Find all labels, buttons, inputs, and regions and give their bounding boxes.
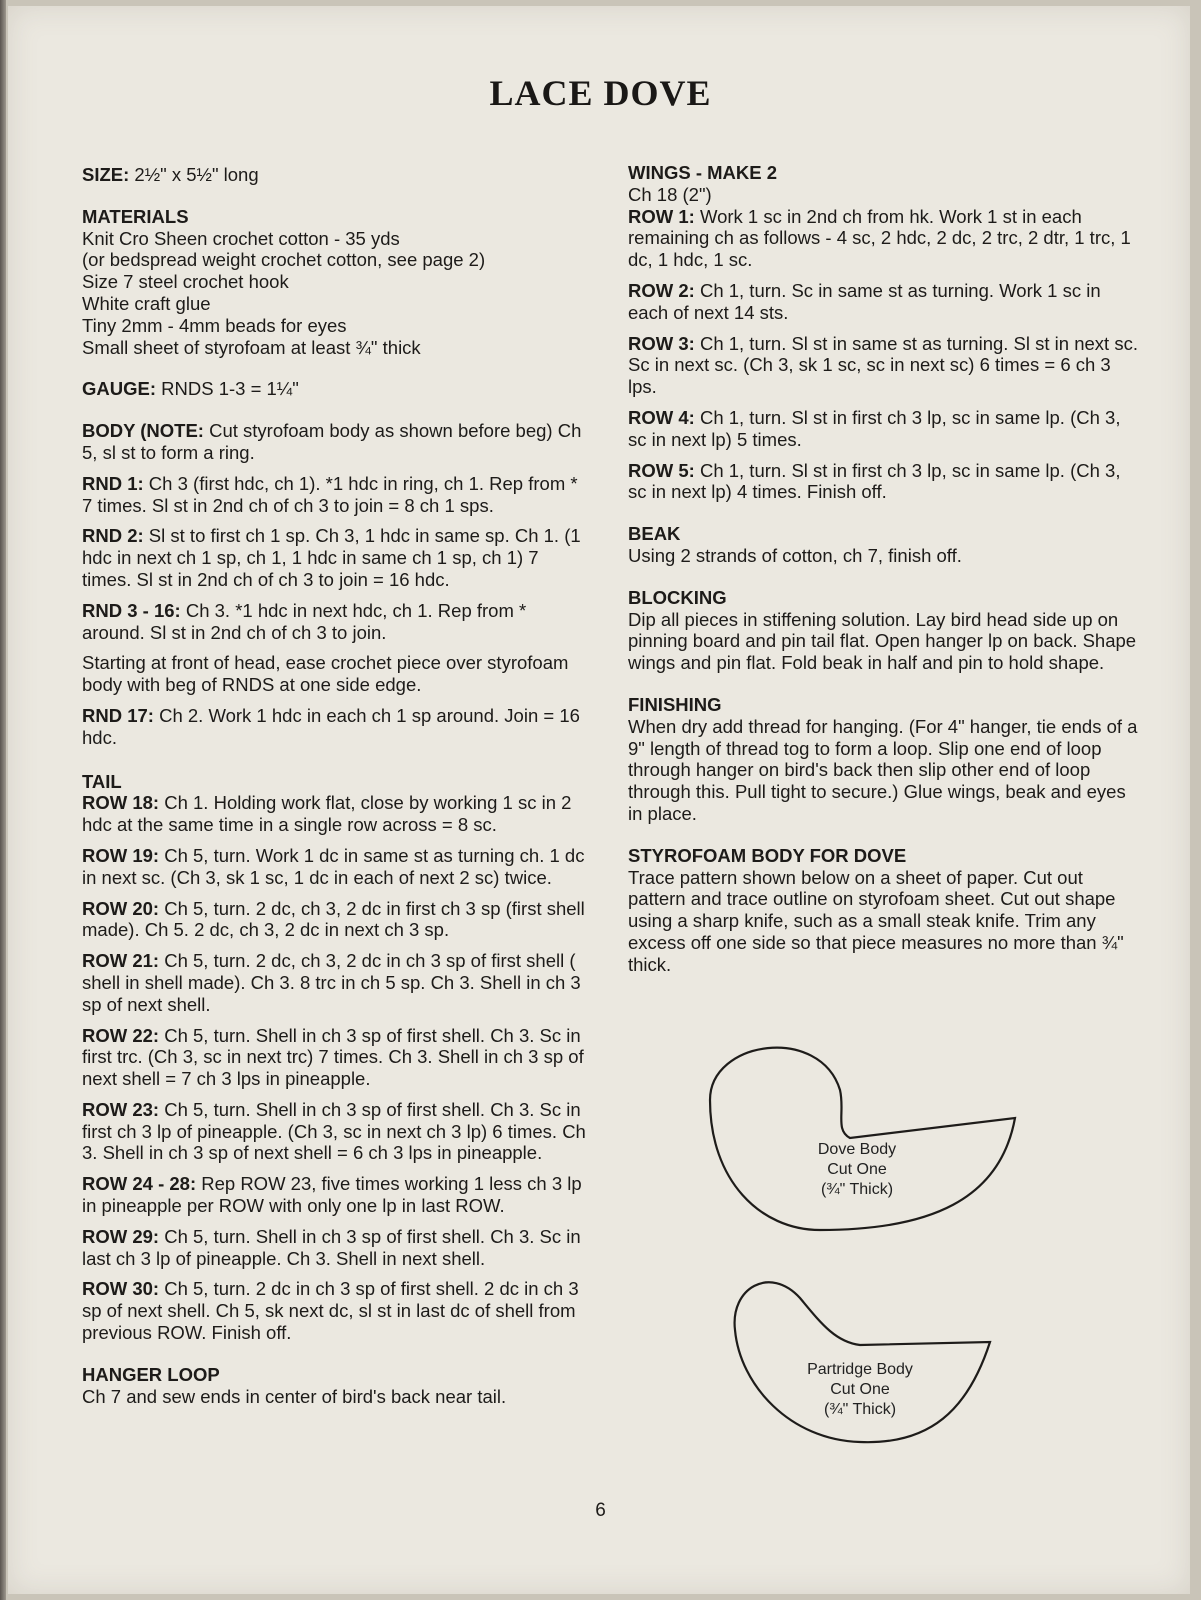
materials-section [82,206,592,359]
row-label: ROW 21: [82,950,160,972]
gauge-label: GAUGE: [82,378,156,400]
round-text: Ch 3. *1 hdc in next hdc, ch 1. Rep from * around. Sl st in 2nd ch of ch 3 to join. [82,599,527,643]
tail-heading: TAIL [82,770,122,792]
blocking-section [628,587,1138,674]
round-text: Ch 3 (first hdc, ch 1). *1 hdc in ring, ch 1. Rep from * 7 times. Sl st in 2nd ch of ch 3 to join = 8 ch 1 sps. [82,472,578,516]
dove-body-outline [710,1048,1015,1230]
dove-body-pattern [710,1048,1015,1230]
row-text: Ch 5, turn. Shell in ch 3 sp of first shell. Ch 3. Sc in first ch 3 lp of pineapple. (Ch 3, sc in next ch 3 lp) 6 times. Ch 3. Shell in ch 3 sp of next shell = 6 ch 3 lps in pineapple. [82,1098,586,1164]
page-title: LACE DOVE [489,73,712,113]
partridge-body-label: Partridge Body [807,1361,913,1378]
round-text: Ch 2. Work 1 hdc in each ch 1 sp around. Join = 16 hdc. [82,704,580,748]
row-instruction [82,1173,592,1217]
size-section [82,164,592,186]
row-label: ROW 19: [82,844,160,866]
row-label: ROW 4: [628,406,695,428]
row-label: ROW 1: [628,205,695,227]
round-instruction [82,705,592,749]
beak-section [628,523,1138,567]
row-label: ROW 22: [82,1024,160,1046]
row-instruction [628,206,1138,271]
hanger-loop-text: Ch 7 and sew ends in center of bird's back near tail. [82,1385,507,1407]
right-column [628,162,1138,976]
row-instruction [628,407,1138,451]
row-instruction [628,333,1138,398]
row-label: ROW 2: [628,279,695,301]
row-text: Work 1 sc in 2nd ch from hk. Work 1 st in each remaining ch as follows - 4 sc, 2 hdc, 2 dc, 2 trc, 2 dtr, 1 trc, 1 dc, 1 hdc, 1 sc. [628,205,1131,271]
row-instruction [82,1099,592,1164]
materials-item: (or bedspread weight crochet cotton, see page 2) [82,249,486,271]
gauge-text: RNDS 1-3 = 1¼" [156,378,299,400]
row-text: Ch 1, turn. Sl st in first ch 3 lp, sc in same lp. (Ch 3, sc in next lp) 4 times. Finish off. [628,459,1121,503]
round-label: RND 1: [82,472,144,494]
row-instruction [82,1278,592,1343]
dove-body-label: Dove Body [817,1141,897,1158]
round-instruction [82,600,592,644]
row-instruction [82,1226,592,1270]
round-instruction [82,473,592,517]
dove-body-cut: Cut One [827,1161,887,1178]
beak-heading: BEAK [628,523,681,545]
row-text: Ch 1, turn. Sc in same st as turning. Work 1 sc in each of next 14 sts. [628,279,1101,323]
styrofoam-text: Trace pattern shown below on a sheet of paper. Cut out pattern and trace outline on styrofoam sheet. Cut out shape using a sharp knife, such as a small steak knife. Trim any excess off one side so that piece measures no more than ¾" thick. [628,866,1124,975]
row-instruction [82,1025,592,1090]
round-instruction [82,652,592,696]
body-label: BODY (NOTE: [82,420,204,442]
row-text: Ch 5, turn. Shell in ch 3 sp of first shell. Ch 3. Sc in last ch 3 lp of pineapple. Ch 3. Shell in next shell. [82,1225,581,1269]
row-label: ROW 30: [82,1278,160,1300]
blocking-text: Dip all pieces in stiffening solution. Lay bird head side up on pinning board and pin tail flat. Open hanger lp on back. Shape wings and pin flat. Fold beak in half and pin to hold shape. [628,608,1137,674]
size-label: SIZE: [82,164,130,185]
row-label: ROW 24 - 28: [82,1173,197,1195]
left-column [82,164,592,1407]
blocking-heading: BLOCKING [628,586,727,608]
materials-item: Tiny 2mm - 4mm beads for eyes [82,314,347,336]
round-label: RND 2: [82,525,144,547]
finishing-heading: FINISHING [628,693,722,715]
round-label: RND 3 - 16: [82,599,181,621]
binding-spine [0,0,6,1600]
row-instruction [82,898,592,942]
row-label: ROW 18: [82,792,160,814]
row-text: Ch 5, turn. 2 dc in ch 3 sp of first shell. 2 dc in ch 3 sp of next shell. Ch 5, sk next dc, sl st in last dc of shell from previous ROW. Finish off. [82,1278,579,1344]
wings-intro: Ch 18 (2") [628,183,712,205]
row-text: Ch 5, turn. 2 dc, ch 3, 2 dc in ch 3 sp of first shell ( shell in shell made). Ch 3. 8 trc in ch 5 sp. Ch 3. Shell in ch 3 sp of next shell. [82,950,581,1015]
beak-text: Using 2 strands of cotton, ch 7, finish off. [628,544,962,566]
materials-item: Small sheet of styrofoam at least ¾" thick [82,336,421,358]
row-text: Ch 5, turn. Shell in ch 3 sp of first shell. Ch 3. Sc in first trc. (Ch 3, sc in next trc) 7 times. Ch 3. Shell in ch 3 sp of next shell = 7 ch 3 lps in pineapple. [82,1024,584,1090]
row-instruction [82,792,592,836]
row-text: Ch 1, turn. Sl st in first ch 3 lp, sc in same lp. (Ch 3, sc in next lp) 5 times. [628,406,1121,450]
wings-heading: WINGS - MAKE 2 [628,162,778,183]
tail-section [82,771,592,1344]
wings-section [628,162,1138,503]
row-instruction [628,460,1138,504]
row-text: Ch 5, turn. 2 dc, ch 3, 2 dc in first ch 3 sp (first shell made). Ch 5. 2 dc, ch 3, 2 dc in next ch 3 sp. [82,897,585,941]
gauge-section [82,378,592,400]
body-note [82,420,592,464]
page-number: 6 [595,1500,606,1521]
row-text: Ch 1, turn. Sl st in same st as turning. Sl st in next sc. Sc in next sc. (Ch 3, sk 1 sc, sc in next sc) 6 times = 6 ch 3 lps. [628,332,1138,398]
row-instruction [82,950,592,1015]
round-text: Starting at front of head, ease crochet piece over styrofoam body with beg of RNDS at one side edge. [82,652,569,696]
partridge-body-thickness: (¾" Thick) [823,1401,897,1418]
size-text: 2½" x 5½" long [129,164,259,185]
row-instruction [628,280,1138,324]
round-instruction [82,525,592,590]
row-instruction [82,845,592,889]
row-label: ROW 3: [628,332,695,354]
pattern-diagrams [700,1030,1040,1470]
styrofoam-section [628,845,1138,976]
dove-body-thickness: (¾" Thick) [820,1181,894,1198]
materials-item: Size 7 steel crochet hook [82,271,289,293]
row-text: Ch 1. Holding work flat, close by working 1 sc in 2 hdc at the same time in a single row across = 8 sc. [82,792,572,836]
finishing-text: When dry add thread for hanging. (For 4" hanger, tie ends of a 9" length of thread tog to form a loop. Slip one end of loop through hanger on bird's back then slip other end of loop through this. Pull tight to secure.) Glue wings, beak and eyes in place. [628,715,1138,824]
body-note-text: Cut styrofoam body as shown before beg) Ch 5, sl st to form a ring. [82,420,582,463]
row-label: ROW 5: [628,459,695,481]
row-text: Ch 5, turn. Work 1 dc in same st as turning ch. 1 dc in next sc. (Ch 3, sk 1 sc, 1 dc in each of next 2 sc) twice. [82,844,585,888]
partridge-body-pattern [735,1282,990,1442]
row-text: Rep ROW 23, five times working 1 less ch 3 lp in pineapple per ROW with only one lp in last ROW. [82,1173,582,1217]
hanger-loop-heading: HANGER LOOP [82,1363,220,1385]
row-label: ROW 23: [82,1098,160,1120]
partridge-body-cut: Cut One [830,1381,890,1398]
materials-item: White craft glue [82,292,211,314]
materials-item: Knit Cro Sheen crochet cotton - 35 yds [82,227,400,249]
finishing-section [628,694,1138,825]
round-label: RND 17: [82,704,154,726]
round-text: Sl st to first ch 1 sp. Ch 3, 1 hdc in same sp. Ch 1. (1 hdc in next ch 1 sp, ch 1, 1 hdc in same ch 1 sp, ch 1) 7 times. Sl st in 2nd ch of ch 3 to join = 16 hdc. [82,525,581,590]
materials-heading: MATERIALS [82,205,189,227]
row-label: ROW 20: [82,897,160,919]
styrofoam-heading: STYROFOAM BODY FOR DOVE [628,844,907,866]
hanger-loop-section [82,1364,592,1408]
body-section [82,420,592,748]
row-label: ROW 29: [82,1225,160,1247]
